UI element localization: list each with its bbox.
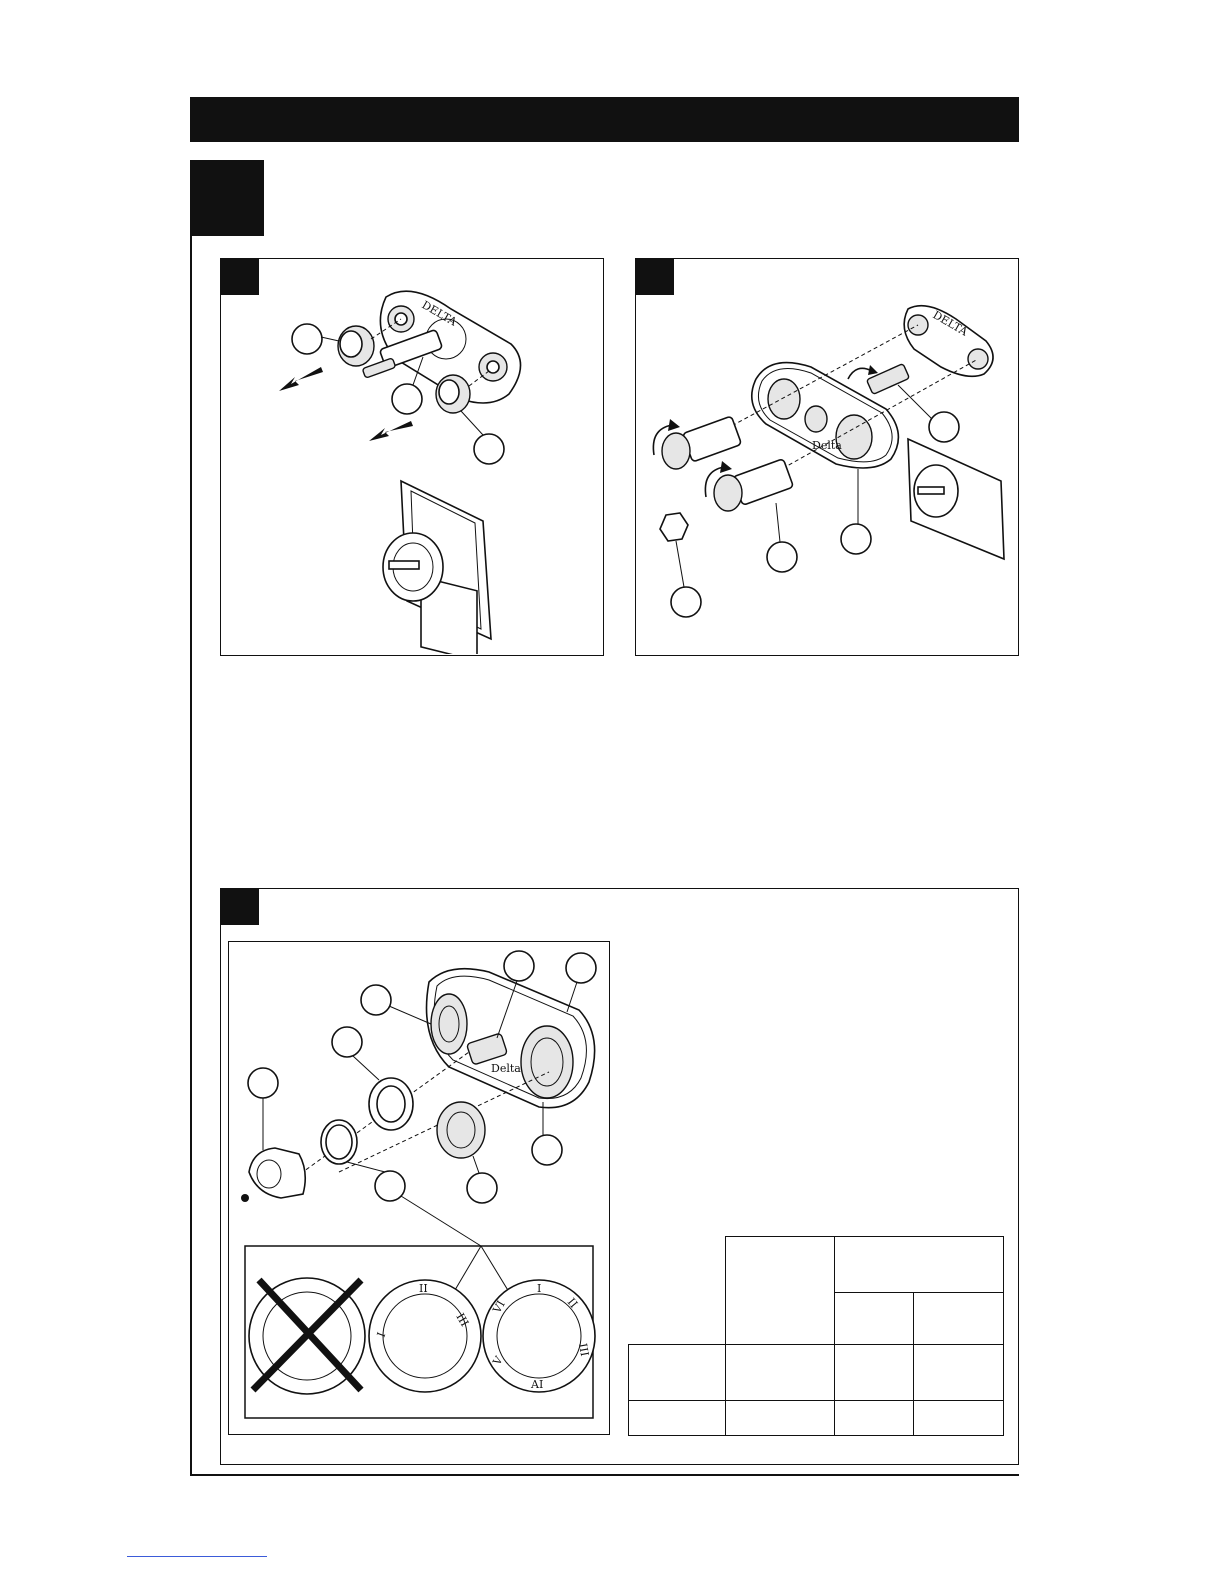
- section-left-rule: [190, 236, 192, 1476]
- callout-9: [566, 953, 596, 983]
- dial-mark: III: [576, 1342, 592, 1358]
- figure-b-illustration: [636, 259, 1017, 654]
- adapter-nut: [660, 513, 688, 541]
- plate-brand-text: DELTA: [419, 298, 459, 329]
- figure-c-illustration-box: [228, 941, 610, 1435]
- callout-13: [532, 1135, 562, 1165]
- table-blank-corner: [629, 1237, 726, 1345]
- table-row: [629, 1345, 1004, 1401]
- callout-15: [375, 1171, 405, 1201]
- plate-brand-text: DELTA: [930, 308, 970, 339]
- dial-mark: II: [419, 1282, 428, 1295]
- callout-8: [504, 951, 534, 981]
- trim-brand-text: Delta: [491, 1062, 521, 1075]
- callout-7: [671, 587, 701, 617]
- escutcheon-brand-text: Delta: [812, 439, 842, 452]
- table-header-cell: [914, 1293, 1004, 1345]
- callout-3: [474, 434, 504, 464]
- figure-panel-a: [220, 258, 604, 656]
- callout-1: [292, 324, 322, 354]
- callout-5: [841, 524, 871, 554]
- dial-mark: III: [453, 1311, 472, 1329]
- spec-table: [628, 1236, 1004, 1436]
- footer-link-underline[interactable]: [127, 1556, 267, 1557]
- table-row: [629, 1401, 1004, 1436]
- set-screw: [241, 1194, 249, 1202]
- dial-mark: AI: [531, 1378, 544, 1391]
- callout-10: [361, 985, 391, 1015]
- sleeve-upper: [682, 416, 741, 462]
- arrow-icon: [279, 367, 323, 391]
- dial-mark: V: [490, 1354, 506, 1368]
- figure-tab-a: [221, 259, 259, 295]
- arrow-icon: [369, 421, 413, 441]
- figure-tab-c: [221, 889, 259, 925]
- table-header-cell: [835, 1237, 1004, 1293]
- dial-mark: II: [564, 1295, 581, 1311]
- dial-mark: VI: [490, 1298, 508, 1316]
- figure-panel-b: [635, 258, 1019, 656]
- figure-c-illustration: [229, 942, 608, 1433]
- dial-mark: I: [374, 1330, 389, 1340]
- section-header-bar: [190, 97, 1019, 142]
- callout-6: [767, 542, 797, 572]
- table-header-cell: [835, 1293, 914, 1345]
- dial-correct-2: [483, 1280, 595, 1392]
- callout-2: [392, 384, 422, 414]
- step-number-block: [190, 160, 264, 236]
- callout-12: [248, 1068, 278, 1098]
- figure-a-illustration: [221, 259, 602, 654]
- table-header-cell: [725, 1237, 835, 1345]
- bonnet: [437, 1102, 485, 1158]
- section-bottom-rule: [190, 1474, 1019, 1476]
- callout-14: [467, 1173, 497, 1203]
- callout-4: [929, 412, 959, 442]
- dial-mark: I: [537, 1282, 542, 1295]
- callout-11: [332, 1027, 362, 1057]
- figure-tab-b: [636, 259, 674, 295]
